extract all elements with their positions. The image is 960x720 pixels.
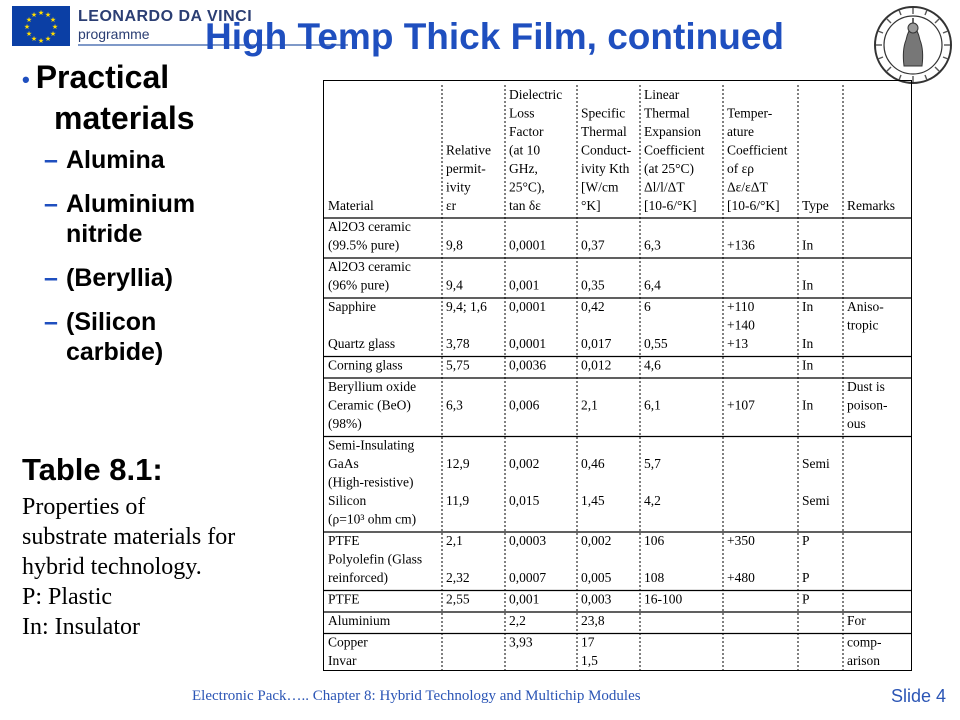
table-cell: 0,0001: [509, 237, 547, 253]
table-header-cell: Δε/εΔT: [727, 179, 768, 195]
table-cell: +107: [727, 397, 755, 413]
table-cell: Al2O3 ceramic: [328, 219, 411, 234]
table-cell: Corning glass: [328, 357, 403, 373]
table-header-cell: of ερ: [727, 161, 755, 176]
table-cell: 6,3: [446, 397, 463, 413]
table-cell: +13: [727, 336, 749, 351]
table-cell: +480: [727, 570, 755, 585]
dash-icon: –: [44, 189, 58, 218]
table-cell: 2,1: [581, 397, 598, 413]
table-cell: 106: [644, 533, 665, 548]
caption-line: hybrid technology.: [22, 554, 202, 580]
table-cell: 3,78: [446, 336, 470, 351]
table-cell: 0,0036: [509, 357, 547, 373]
table-cell: Ceramic (BeO): [328, 397, 411, 413]
dash-icon: –: [44, 307, 58, 336]
table-header-cell: Coefficient: [644, 142, 705, 158]
logo-line-1: LEONARDO DA VINCI: [78, 8, 253, 25]
table-cell: ous: [847, 416, 866, 431]
table-header-cell: permit-: [446, 161, 486, 176]
svg-text:★: ★: [23, 23, 31, 31]
table-cell: 2,32: [446, 570, 470, 585]
table-cell: (High-resistive): [328, 474, 414, 490]
table-header-cell: Conduct-: [581, 142, 632, 158]
table-cell: 0,015: [509, 493, 540, 508]
table-cell: Beryllium oxide: [328, 379, 417, 394]
table-cell: PTFE: [328, 533, 360, 548]
table-cell: 0,003: [581, 591, 612, 607]
table-header-cell: Factor: [509, 124, 544, 139]
table-cell: Dust is: [847, 379, 885, 394]
list-item: [44, 307, 322, 367]
table-cell: 0,55: [644, 336, 668, 351]
table-cell: In: [802, 237, 814, 253]
table-cell: PTFE: [328, 591, 360, 607]
table-cell: 0,017: [581, 336, 612, 351]
caption-line: substrate materials for: [22, 524, 236, 550]
table-cell: +110: [727, 299, 755, 314]
material-label: (Silicon: [66, 307, 157, 336]
table-cell: 9,4; 1,6: [446, 299, 487, 314]
table-header-cell: Δl/l/ΔT: [644, 179, 685, 195]
table-header-cell: εr: [446, 198, 457, 213]
table-header-cell: Expansion: [644, 124, 701, 139]
material-label: Aluminium: [66, 189, 196, 218]
table-cell: 0,0007: [509, 570, 547, 585]
main-bullet-line-2: materials: [54, 99, 195, 136]
material-label: (Beryllia): [66, 263, 173, 292]
table-header-cell: 25°C),: [509, 179, 545, 195]
bullet-section: [22, 58, 322, 381]
logo-line-2: programme: [78, 26, 150, 42]
table-header-cell: Temper-: [727, 105, 773, 121]
table-cell: 6,1: [644, 397, 661, 413]
table-cell: 6,4: [644, 277, 661, 293]
table-cell: Quartz glass: [328, 336, 396, 351]
table-cell: 2,1: [446, 533, 463, 548]
table-cell: P: [802, 591, 810, 607]
svg-text:★: ★: [49, 16, 57, 24]
slide-title: High Temp Thick Film, continued: [205, 16, 784, 57]
properties-table: [323, 80, 912, 671]
table-header-cell: Dielectric: [509, 87, 563, 102]
footer-text: Electronic Pack….. Chapter 8: Hybrid Technology and Multichip Modules: [192, 688, 641, 704]
table-cell: 0,0003: [509, 533, 547, 548]
table-header-cell: [10-6/°K]: [727, 198, 780, 213]
svg-text:★: ★: [49, 30, 57, 38]
table-header-cell: (at 25°C): [644, 161, 695, 176]
table-header-cell: Specific: [581, 105, 626, 121]
table-cell: +140: [727, 317, 755, 333]
table-cell: (99.5% pure): [328, 237, 400, 253]
table-cell: 108: [644, 570, 665, 585]
svg-text:★: ★: [37, 9, 45, 17]
table-cell: Semi-Insulating: [328, 437, 415, 453]
table-cell: 5,7: [644, 456, 661, 471]
caption-title: Table 8.1:: [22, 452, 163, 487]
table-cell: In: [802, 277, 814, 293]
dash-icon: –: [44, 145, 58, 174]
svg-text:★: ★: [44, 35, 52, 43]
table-cell: 6: [644, 299, 651, 314]
table-cell: 0,002: [509, 456, 540, 471]
caption-line: P: Plastic: [22, 584, 113, 610]
table-header-cell: ature: [727, 124, 754, 139]
eu-flag-icon: [12, 6, 70, 46]
table-header-cell: Remarks: [847, 198, 895, 213]
svg-text:★: ★: [30, 35, 38, 43]
table-cell: 0,0001: [509, 336, 547, 351]
table-cell: reinforced): [328, 570, 388, 585]
table-cell: Silicon: [328, 493, 367, 508]
table-cell: 0,35: [581, 277, 605, 293]
table-header-cell: °K]: [581, 198, 601, 213]
table-cell: 1,45: [581, 493, 605, 508]
main-bullet: [22, 58, 322, 137]
caption-line: Properties of: [22, 494, 146, 520]
table-header-cell: ivity: [446, 179, 471, 195]
table-cell: Sapphire: [328, 299, 376, 314]
table-cell: In: [802, 397, 814, 413]
table-cell: 4,2: [644, 493, 661, 508]
table-cell: 2,55: [446, 591, 470, 607]
table-cell: P: [802, 533, 810, 548]
properties-table-grid: [324, 81, 911, 670]
table-cell: P: [802, 570, 810, 585]
bullet-dot-icon: •: [22, 66, 30, 92]
svg-text:★: ★: [37, 37, 45, 45]
table-cell: +136: [727, 237, 755, 253]
dash-icon: –: [44, 263, 58, 292]
table-cell: 6,3: [644, 237, 661, 253]
table-header-cell: [10-6/°K]: [644, 198, 697, 213]
materials-list: [22, 145, 322, 367]
table-header-cell: Type: [802, 198, 829, 213]
material-label-cont: nitride: [66, 219, 143, 248]
svg-text:★: ★: [25, 30, 33, 38]
table-cell: 17: [581, 634, 595, 650]
table-header-cell: Loss: [509, 105, 535, 121]
table-header-cell: Relative: [446, 142, 491, 158]
table-cell: 11,9: [446, 493, 470, 508]
table-header-cell: [W/cm: [581, 179, 619, 195]
table-cell: Semi: [802, 493, 830, 508]
table-cell: comp-: [847, 634, 882, 650]
table-cell: 0,46: [581, 456, 605, 471]
table-cell: 2,2: [509, 613, 526, 628]
material-label-cont: carbide): [66, 337, 164, 366]
table-header-cell: ivity Kth: [581, 161, 630, 176]
table-cell: GaAs: [328, 456, 359, 471]
table-cell: Aluminium: [328, 613, 391, 628]
table-cell: 0,012: [581, 357, 612, 373]
table-header-cell: tan δε: [509, 198, 541, 213]
table-cell: 1,5: [581, 653, 598, 668]
table-header-cell: Material: [328, 198, 374, 213]
table-cell: 9,8: [446, 237, 463, 253]
table-cell: 3,93: [509, 634, 533, 650]
table-cell: Polyolefin (Glass: [328, 551, 423, 567]
caption-line: In: Insulator: [22, 614, 140, 640]
material-label: Alumina: [66, 145, 165, 174]
table-cell: 5,75: [446, 357, 470, 373]
table-cell: 4,6: [644, 357, 661, 373]
table-header-cell: (at 10: [509, 142, 541, 158]
table-cell: For: [847, 613, 866, 628]
caption-body: [22, 492, 322, 642]
table-cell: 0,001: [509, 277, 540, 293]
table-cell: In: [802, 336, 814, 351]
table-cell: tropic: [847, 317, 879, 333]
table-header-cell: Coefficient: [727, 142, 788, 158]
table-header-cell: Thermal: [581, 124, 627, 139]
table-cell: 0,001: [509, 591, 540, 607]
table-cell: (ρ=10³ ohm cm): [328, 511, 417, 527]
list-item: [44, 189, 322, 249]
table-cell: 9,4: [446, 277, 463, 293]
table-cell: 12,9: [446, 456, 470, 471]
table-header-cell: Thermal: [644, 105, 690, 121]
list-item: [44, 263, 322, 293]
table-cell: (96% pure): [328, 277, 390, 293]
table-cell: 0,002: [581, 533, 612, 548]
slide-number: Slide 4: [890, 686, 946, 706]
table-cell: 0,0001: [509, 299, 547, 314]
table-cell: 0,37: [581, 237, 605, 253]
list-item: [44, 145, 322, 175]
svg-text:★: ★: [51, 23, 59, 31]
table-cell: arison: [847, 653, 880, 668]
svg-text:★: ★: [25, 16, 33, 24]
table-cell: 0,42: [581, 299, 605, 314]
table-cell: 0,005: [581, 570, 612, 585]
table-header-cell: GHz,: [509, 161, 538, 176]
table-cell: In: [802, 357, 814, 373]
table-cell: 16-100: [644, 591, 683, 607]
table-cell: (98%): [328, 416, 362, 431]
svg-text:★: ★: [30, 11, 38, 19]
table-header-cell: Linear: [644, 87, 680, 102]
table-cell: In: [802, 299, 814, 314]
table-cell: Aniso-: [847, 299, 884, 314]
table-cell: poison-: [847, 397, 888, 413]
table-cell: Semi: [802, 456, 830, 471]
table-cell: Copper: [328, 634, 368, 650]
main-bullet-line-1: Practical: [35, 59, 170, 95]
table-cell: 0,006: [509, 397, 540, 413]
table-cell: 23,8: [581, 613, 605, 628]
table-cell: Al2O3 ceramic: [328, 259, 411, 274]
table-cell: +350: [727, 533, 755, 548]
table-caption: [22, 452, 322, 642]
svg-text:★: ★: [44, 11, 52, 19]
table-cell: Invar: [328, 653, 357, 668]
